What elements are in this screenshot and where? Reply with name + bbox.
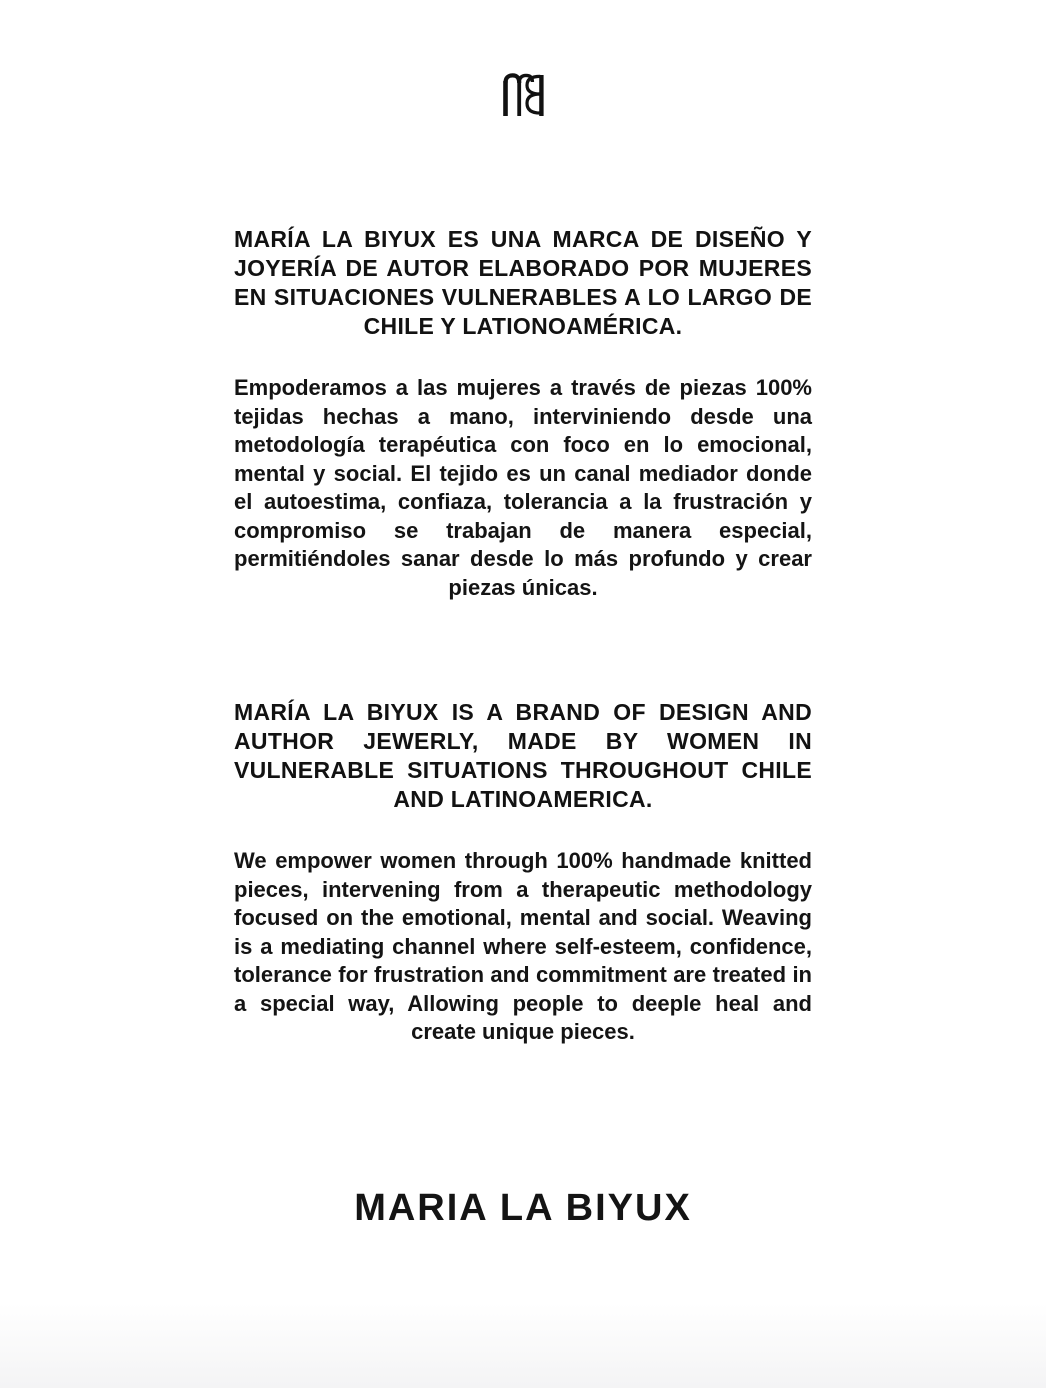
about-paragraph-english: We empower women through 100% handmade knitted pieces, intervening from a therapeutic methodology focused on the emotional, mental and social. Weaving is a mediating channel where self-esteem, confidence, tolerance for frustration and commitment are treated in a special way, Allowing people to deeple heal and create unique pieces. bbox=[234, 848, 812, 1044]
bottom-fade-gradient bbox=[0, 1303, 1046, 1388]
about-paragraph-spanish: Empoderamos a las mujeres a través de piezas 100% tejidas hechas a mano, interviniendo desde una metodología terapéutica con foco en lo emocional, mental y social. El tejido es un canal mediador donde el autoestima, confiaza, tolerancia a la frustración y compromiso se trabajan de manera especial, permitiéndoles sanar desde lo más profundo y crear piezas únicas. bbox=[234, 375, 812, 600]
about-heading-spanish: MARÍA LA BIYUX ES UNA MARCA DE DISEÑO Y JOYERÍA DE AUTOR ELABORADO POR MUJERES EN SITUACIONES VULNERABLES A LO LARGO DE CHILE Y LATIONOAMÉRICA. bbox=[234, 226, 812, 339]
about-page bbox=[234, 0, 812, 1230]
about-heading-english: MARÍA LA BIYUX IS A BRAND OF DESIGN AND AUTHOR JEWERLY, MADE BY WOMEN IN VULNERABLE SITUATIONS THROUGHOUT CHILE AND LATINOAMERICA. bbox=[234, 699, 812, 812]
brand-wordmark: MARIA LA BIYUX bbox=[354, 1186, 692, 1229]
logo-header bbox=[234, 0, 812, 121]
brand-monogram-logo[interactable] bbox=[503, 73, 544, 116]
mb-monogram-icon bbox=[503, 73, 544, 116]
